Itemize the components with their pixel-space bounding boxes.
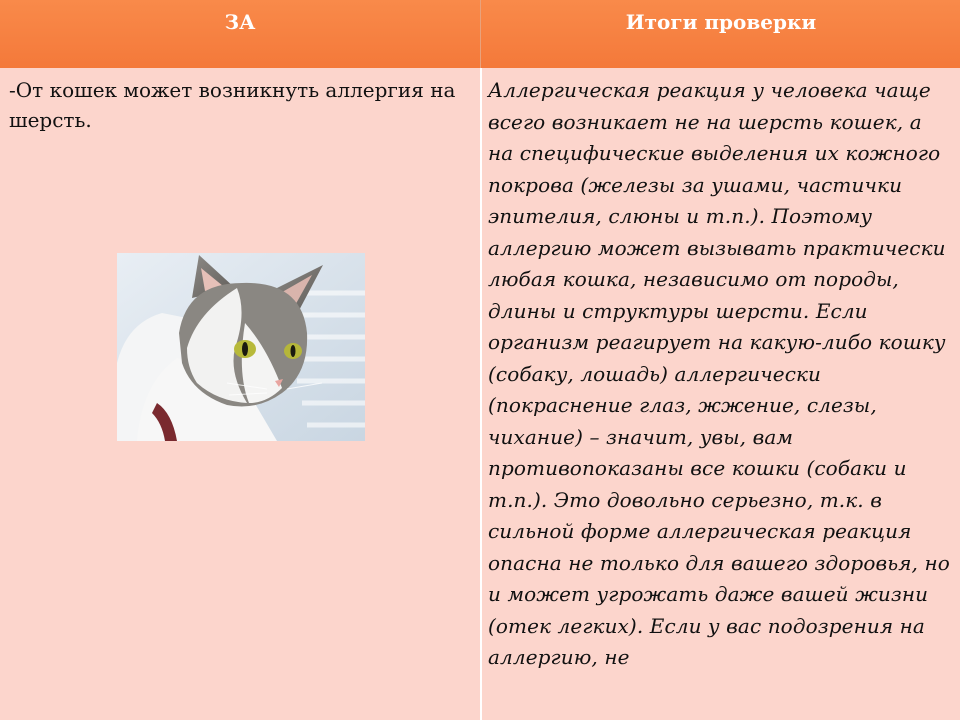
cat-photo — [117, 253, 365, 441]
verification-result-text: Аллергическая реакция у человека чаще всего возникает не на шерсть кошек, а на специфические выделения их кожного покрова (железы за ушами, частички эпителия, слюны и т.п.). Поэтому аллергию может вызывать практически любая кошка, независимо от породы, длины и структуры шерсти. Если организм реагирует на какую-либо кошку (собаку, лошадь) аллергически (покраснение глаз, жжение, слезы, чихание) – значит, увы, вам противопоказаны все кошки (собаки и т.п.). Это довольно серьезно, т.к. в сильной форме аллергическая реакция опасна не только для вашего здоровья, но и может угрожать даже вашей жизни (отек легких). Если у вас подозрения на аллергию, не — [488, 78, 950, 669]
header-column-divider — [480, 0, 481, 68]
column-header-results: Итоги проверки — [625, 10, 817, 34]
column-header-for: ЗА — [224, 10, 256, 34]
column-divider — [480, 68, 482, 720]
argument-text: -От кошек может возникнуть аллергия на шерсть. — [9, 78, 456, 132]
